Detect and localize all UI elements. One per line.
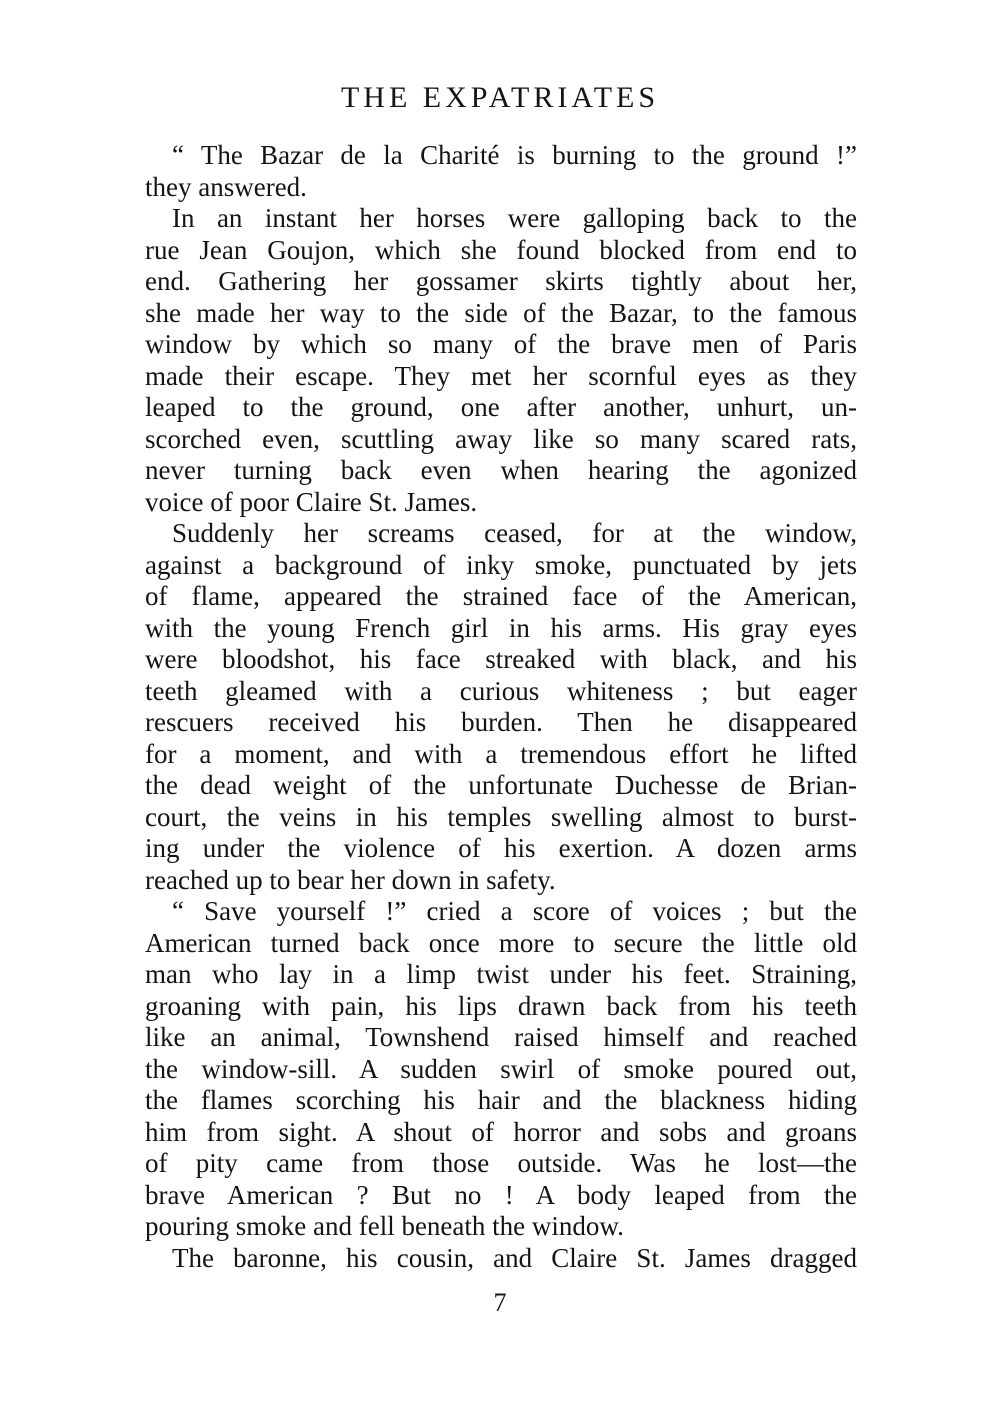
text-line: the dead weight of the unfortunate Duchesse de Brian- — [145, 770, 857, 800]
text-line: In an instant her horses were galloping back to the — [172, 203, 857, 233]
text-line: rue Jean Goujon, which she found blocked from end to — [145, 234, 857, 265]
text-line: the flames scorching his hair and the blackness hiding — [145, 1085, 857, 1115]
text-line: made their escape. They met her scornful eyes as they — [145, 360, 857, 391]
text-line: court, the veins in his temples swelling almost to burst- — [145, 801, 857, 832]
text-line: window by which so many of the brave men of Paris — [145, 329, 857, 359]
page-number: 7 — [493, 1288, 507, 1317]
text-line: leaped to the ground, one after another, unhurt, un- — [145, 392, 857, 422]
text-line: against a background of inky smoke, punctuated by jets — [145, 549, 857, 580]
text-line: the window-sill. A sudden swirl of smoke poured out, — [145, 1053, 857, 1084]
text-line: The baronne, his cousin, and Claire St. James dragged — [172, 1242, 857, 1273]
text-line: for a moment, and with a tremendous effort he lifted — [145, 738, 857, 769]
text-line: brave American ? But no ! A body leaped from the — [145, 1179, 857, 1210]
text-line: scorched even, scuttling away like so many scared rats, — [145, 423, 857, 454]
text-line: American turned back once more to secure the little old — [145, 927, 857, 958]
text-line: Suddenly her screams ceased, for at the window, — [172, 518, 857, 548]
text-line: of flame, appeared the strained face of the American, — [145, 581, 857, 611]
text-line: end. Gathering her gossamer skirts tightly about her, — [145, 266, 857, 296]
text-line: groaning with pain, his lips drawn back from his teeth — [145, 990, 857, 1021]
page-body-text — [145, 140, 857, 1274]
text-line: pouring smoke and fell beneath the window. — [145, 1211, 624, 1241]
text-line: “ The Bazar de la Charité is burning to the ground !” — [172, 140, 857, 170]
text-line: of pity came from those outside. Was he lost—the — [145, 1148, 857, 1178]
text-line: were bloodshot, his face streaked with black, and his — [145, 644, 857, 674]
text-line: voice of poor Claire St. James. — [145, 486, 478, 517]
text-line: “ Save yourself !” cried a score of voices ; but the — [172, 896, 857, 926]
text-line: like an animal, Townshend raised himself and reached — [145, 1022, 857, 1052]
text-line: man who lay in a limp twist under his feet. Straining, — [145, 959, 857, 989]
text-line: reached up to bear her down in safety. — [145, 864, 556, 895]
text-line: rescuers received his burden. Then he disappeared — [145, 707, 857, 737]
text-line: teeth gleamed with a curious whiteness ; but eager — [145, 675, 857, 706]
running-head-title: THE EXPATRIATES — [340, 81, 660, 114]
text-line: they answered. — [145, 171, 307, 202]
text-line: with the young French girl in his arms. His gray eyes — [145, 612, 857, 643]
text-line: him from sight. A shout of horror and sobs and groans — [145, 1116, 857, 1147]
text-line: she made her way to the side of the Bazar, to the famous — [145, 297, 857, 328]
text-line: ing under the violence of his exertion. A dozen arms — [145, 833, 857, 863]
text-line: never turning back even when hearing the agonized — [145, 455, 857, 485]
